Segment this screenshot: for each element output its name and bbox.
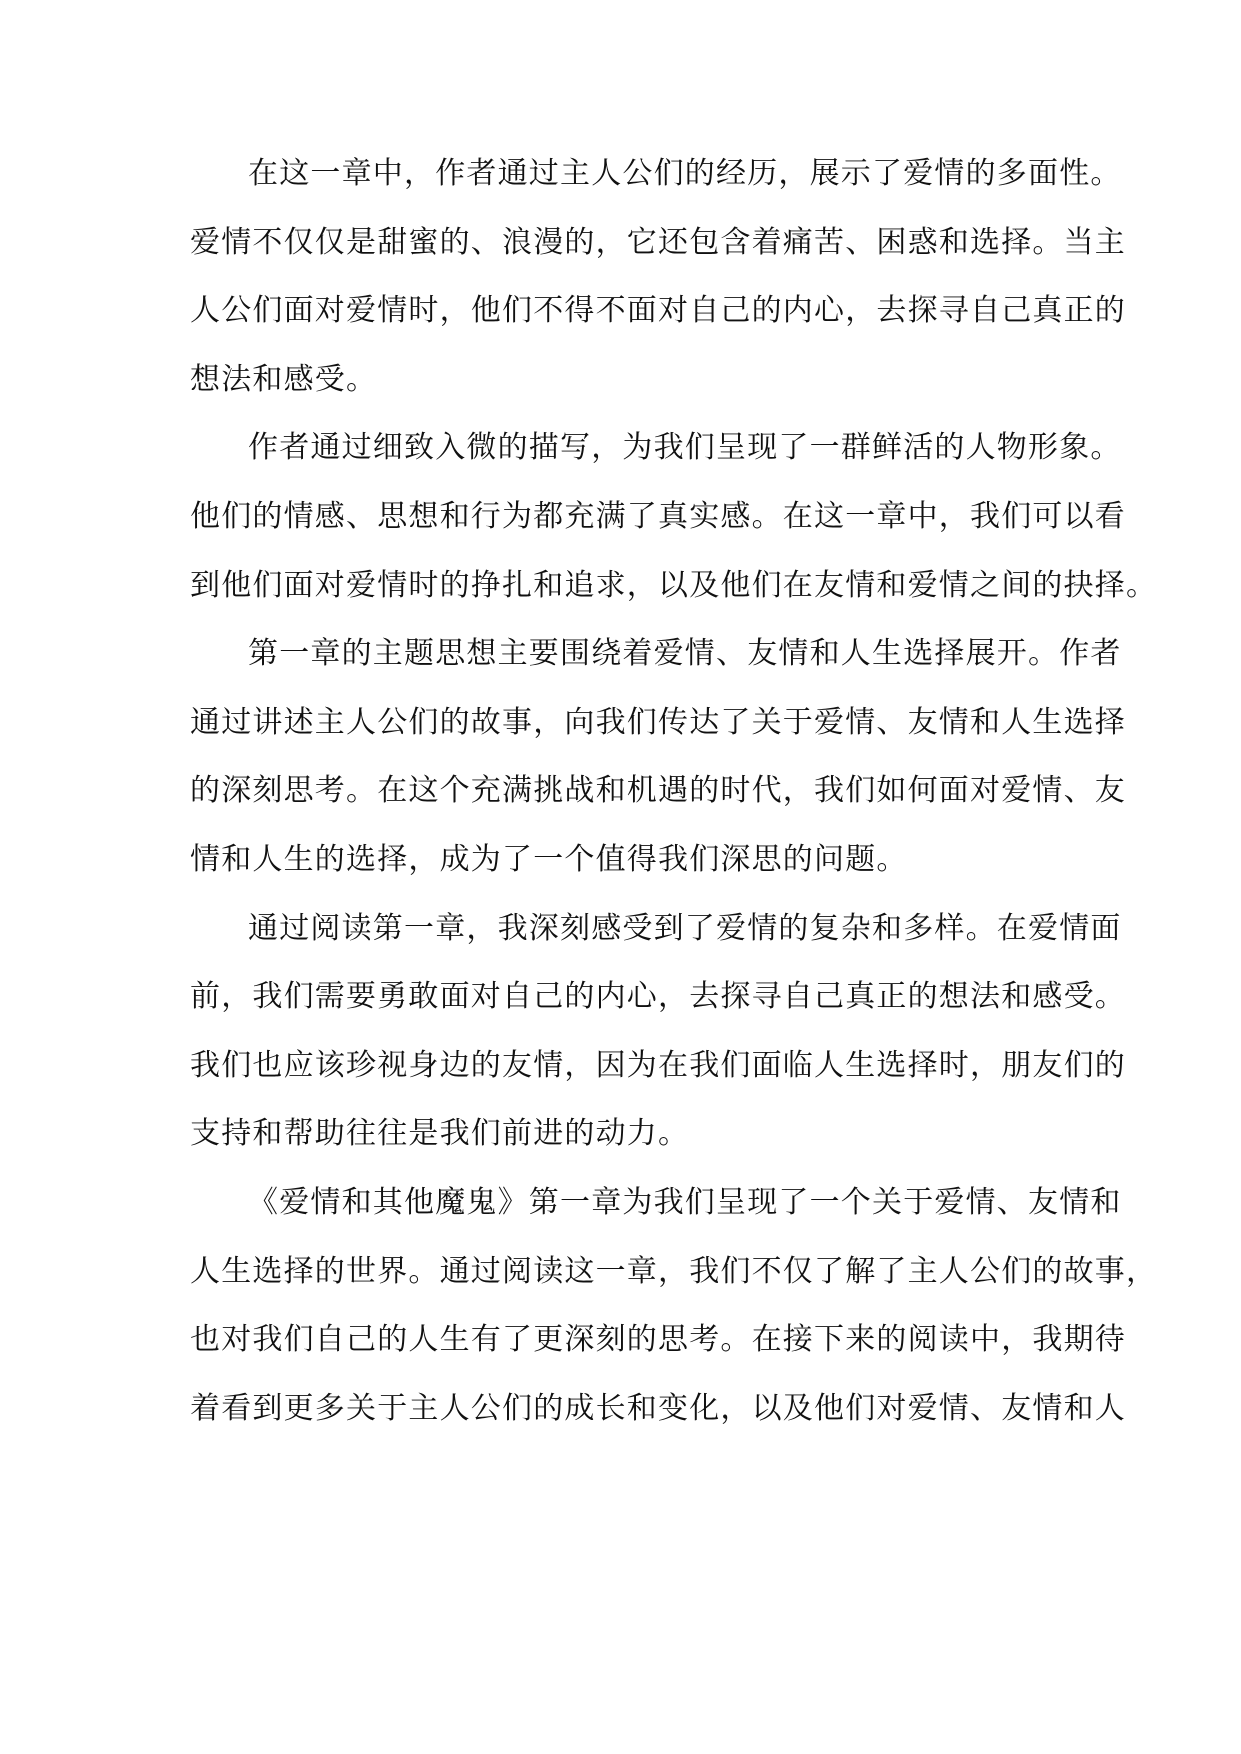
paragraph-4-line-4: 支持和帮助往往是我们前进的动力。 [190, 1116, 690, 1152]
paragraph-4-line-3: 我们也应该珍视身边的友情，因为在我们面临人生选择时，朋友们的 [190, 1047, 1126, 1083]
paragraph-2-line-1: 作者通过细致入微的描写，为我们呈现了一群鲜活的人物形象。 [248, 430, 1122, 466]
body-text [190, 140, 1158, 1443]
paragraph-1-line-3: 人公们面对爱情时，他们不得不面对自己的内心，去探寻自己真正的 [190, 293, 1126, 329]
paragraph-5-line-3: 也对我们自己的人生有了更深刻的思考。在接下来的阅读中，我期待 [190, 1322, 1126, 1358]
paragraph-3-line-2: 通过讲述主人公们的故事，向我们传达了关于爱情、友情和人生选择 [190, 704, 1126, 740]
paragraph-2-line-2: 他们的情感、思想和行为都充满了真实感。在这一章中，我们可以看 [190, 498, 1126, 534]
paragraph-3-line-3: 的深刻思考。在这个充满挑战和机遇的时代，我们如何面对爱情、友 [190, 773, 1126, 809]
paragraph-3-line-1: 第一章的主题思想主要围绕着爱情、友情和人生选择展开。作者 [248, 636, 1122, 672]
paragraph-4-line-2: 前，我们需要勇敢面对自己的内心，去探寻自己真正的想法和感受。 [190, 979, 1126, 1015]
paragraph-2-line-3: 到他们面对爱情时的挣扎和追求，以及他们在友情和爱情之间的抉择。 [190, 567, 1158, 603]
paragraph-1-line-4: 想法和感受。 [190, 361, 378, 397]
paragraph-5-line-2: 人生选择的世界。通过阅读这一章，我们不仅了解了主人公们的故事， [190, 1253, 1158, 1289]
paragraph-5-line-4: 着看到更多关于主人公们的成长和变化，以及他们对爱情、友情和人 [190, 1390, 1126, 1426]
paragraph-1-line-2: 爱情不仅仅是甜蜜的、浪漫的，它还包含着痛苦、困惑和选择。当主 [190, 224, 1126, 260]
paragraph-5-line-1: 《爱情和其他魔鬼》第一章为我们呈现了一个关于爱情、友情和 [248, 1184, 1122, 1220]
paragraph-1-line-1: 在这一章中，作者通过主人公们的经历，展示了爱情的多面性。 [248, 156, 1122, 191]
paragraph-4-line-1: 通过阅读第一章，我深刻感受到了爱情的复杂和多样。在爱情面 [248, 910, 1122, 946]
paragraph-3-line-4: 情和人生的选择，成为了一个值得我们深思的问题。 [190, 841, 908, 877]
